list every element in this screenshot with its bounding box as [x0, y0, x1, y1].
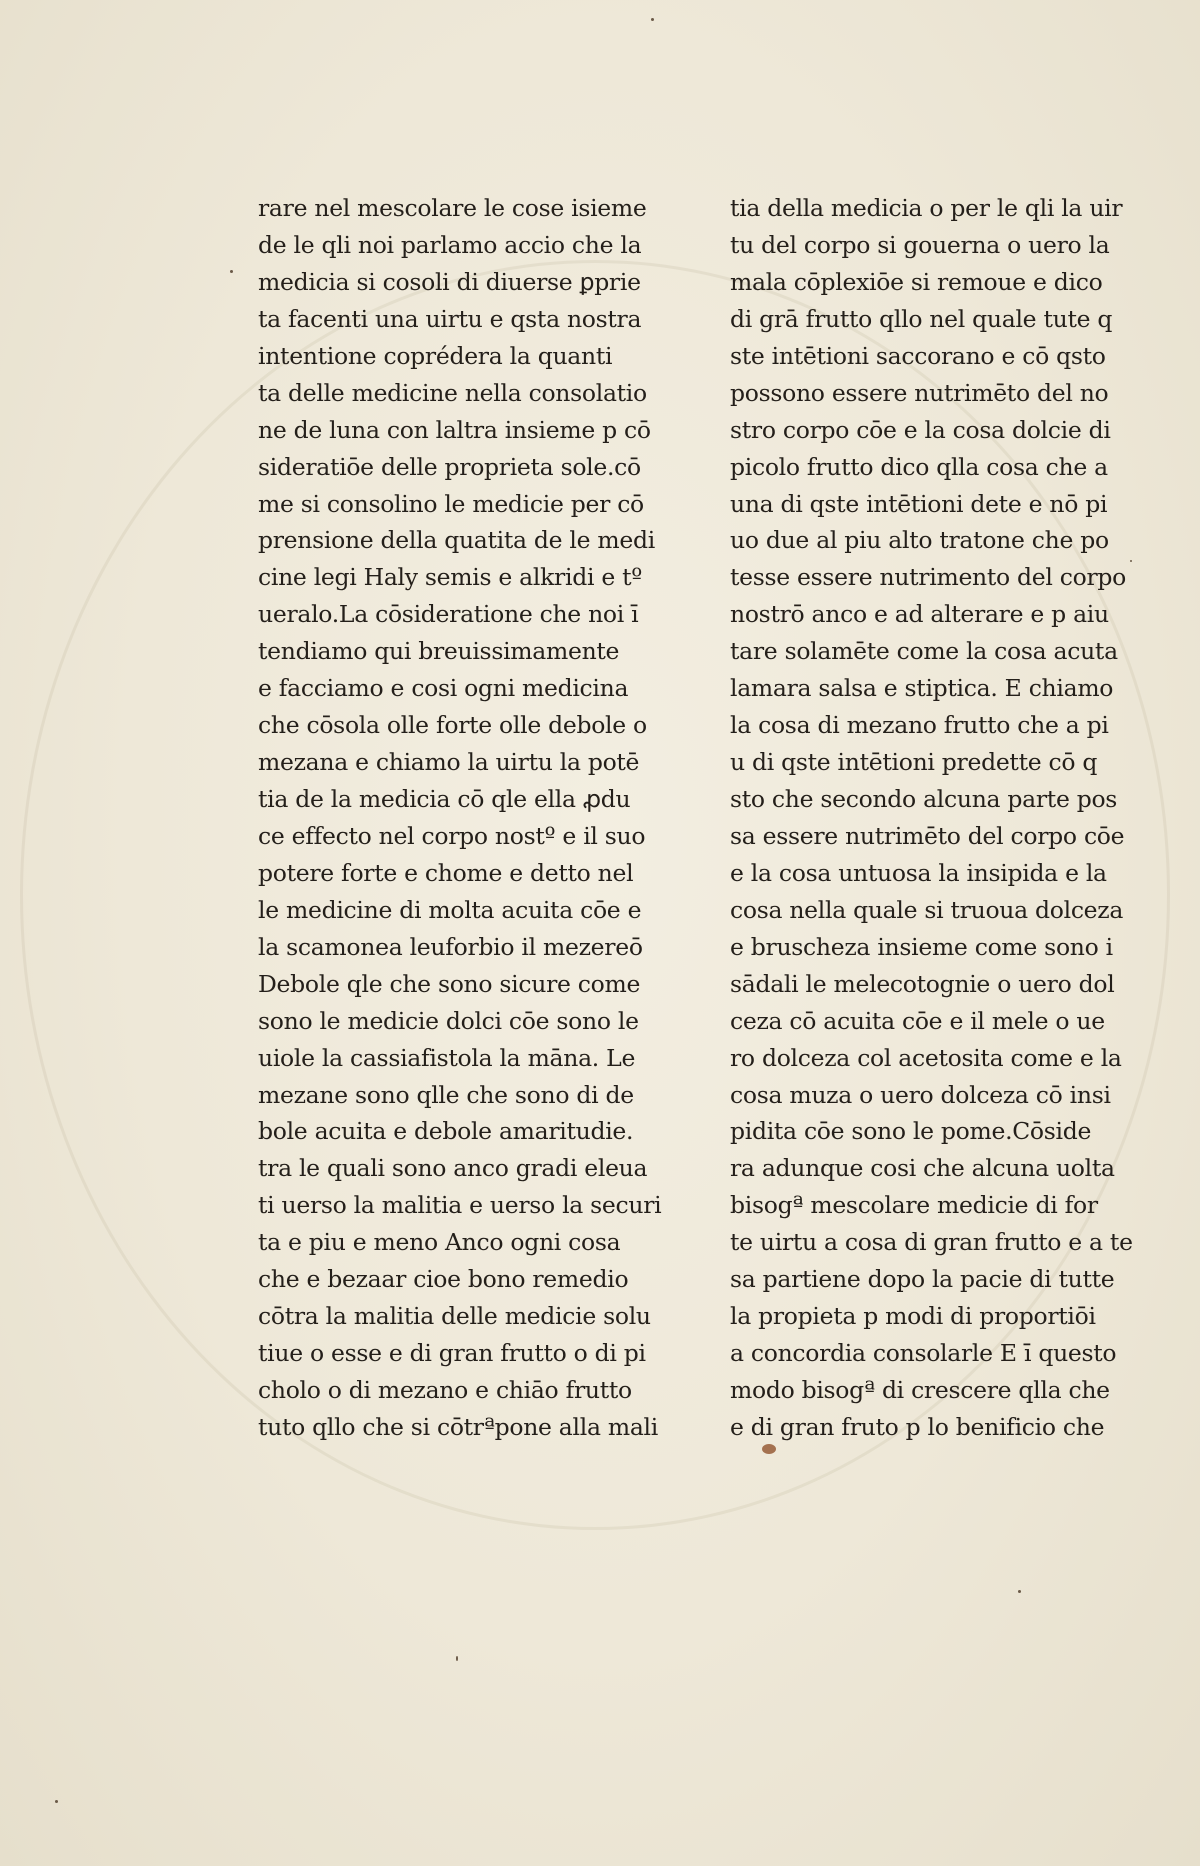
right-column-line: tare solamēte come la cosa acuta	[730, 637, 1118, 666]
left-column-line: tuto qllo che si cōtrªpone alla mali	[258, 1412, 658, 1441]
left-column-line: rare nel mescolare le cose isieme	[258, 194, 647, 222]
left-column-line: ne de luna con laltra insieme p cō	[258, 415, 651, 444]
left-column-line: ta e piu e meno Anco ogni cosa	[258, 1228, 621, 1257]
right-column-line: te uirtu a cosa di gran frutto e a te	[730, 1228, 1133, 1257]
right-column-line: una di qste intētioni dete e nō pi	[730, 489, 1108, 518]
right-column-line: ro dolceza col acetosita come e la	[730, 1043, 1122, 1072]
left-column-line: cholo o di mezano e chiāo frutto	[258, 1376, 632, 1404]
right-column-line: cosa muza o uero dolceza cō insi	[730, 1080, 1111, 1109]
left-column-line: ti uerso la malitia e uerso la securi	[258, 1191, 662, 1220]
right-column-line: bisogª mescolare medicie di for	[730, 1191, 1098, 1220]
left-column-line: che e bezaar cioe bono remedio	[258, 1265, 629, 1294]
left-column-line: mezana e chiamo la uirtu la potē	[258, 748, 640, 777]
right-column-line: cosa nella quale si truoua dolceza	[730, 895, 1124, 924]
left-column-line: potere forte e chome e detto nel	[258, 858, 634, 887]
right-column-line: e la cosa untuosa la insipida e la	[730, 858, 1107, 887]
right-column-line: ceza cō acuita cōe e il mele o ue	[730, 1006, 1105, 1035]
text-column-left	[258, 190, 662, 1446]
ink-stain	[762, 1444, 776, 1454]
left-column-line: cōtra la malitia delle medicie solu	[258, 1302, 651, 1331]
left-column-line: tra le quali sono anco gradi eleua	[258, 1154, 648, 1183]
left-column-line: tiue o esse e di gran frutto o di pi	[258, 1339, 646, 1368]
left-column-line: Debole qle che sono sicure come	[258, 969, 641, 998]
left-column-line: sideratiōe delle proprieta sole.cō	[258, 452, 641, 481]
right-column-line: ra adunque cosi che alcuna uolta	[730, 1154, 1115, 1183]
left-column-line: cine legi Haly semis e alkridi e tº	[258, 563, 642, 592]
right-column-line: tu del corpo si gouerna o uero la	[730, 230, 1110, 259]
paper-speck	[1018, 1590, 1021, 1593]
right-column-line: a concordia consolarle E ī questo	[730, 1339, 1117, 1368]
left-column-line: intentione coprédera la quanti	[258, 341, 613, 370]
text-column-right	[730, 190, 1133, 1446]
right-column-line: tesse essere nutrimento del corpo	[730, 563, 1127, 592]
left-column-line: che cōsola olle forte olle debole o	[258, 711, 647, 740]
left-column-line: me si consolino le medicie per cō	[258, 489, 644, 518]
right-column-line: possono essere nutrimēto del no	[730, 378, 1109, 407]
left-column-line: e facciamo e cosi ogni medicina	[258, 674, 629, 703]
right-column-line: lamara salsa e stiptica. E chiamo	[730, 674, 1114, 703]
left-column-line: uiole la cassiafistola la māna. Le	[258, 1043, 636, 1072]
left-column-line: mezane sono qlle che sono di de	[258, 1080, 634, 1109]
right-column-line: sto che secondo alcuna parte pos	[730, 785, 1118, 813]
right-column-line: sa partiene dopo la pacie di tutte	[730, 1265, 1115, 1294]
right-column-line: e di gran fruto p lo benificio che	[730, 1412, 1105, 1441]
left-column-line: bole acuita e debole amaritudie.	[258, 1117, 634, 1146]
right-column-line: sādali le melecotognie o uero dol	[730, 969, 1115, 998]
left-column-line: la scamonea leuforbio il mezereō	[258, 932, 643, 961]
paper-speck	[1130, 560, 1132, 562]
right-column-line: u di qste intētioni predette cō q	[730, 748, 1098, 777]
left-column-line: prensione della quatita de le medi	[258, 526, 655, 555]
paper-speck	[456, 1656, 458, 1661]
paper-speck	[230, 270, 233, 273]
paper-speck	[55, 1800, 58, 1803]
right-column-line: pidita cōe sono le pome.Cōside	[730, 1117, 1092, 1146]
right-column-line: di grā frutto qllo nel quale tute q	[730, 304, 1113, 333]
left-column-line: ta facenti una uirtu e qsta nostra	[258, 304, 642, 333]
left-column-line: ueralo.La cōsideratione che noi ī	[258, 600, 639, 629]
right-column-line: sa essere nutrimēto del corpo cōe	[730, 821, 1125, 850]
right-column-line: tia della medicia o per le qli la uir	[730, 194, 1123, 222]
right-column-line: la cosa di mezano frutto che a pi	[730, 711, 1109, 740]
left-column-line: sono le medicie dolci cōe sono le	[258, 1006, 639, 1035]
right-column-line: mala cōplexiōe si remoue e dico	[730, 267, 1103, 296]
right-column-line: stro corpo cōe e la cosa dolcie di	[730, 415, 1111, 444]
right-column-line: la propieta p modi di proportiōi	[730, 1302, 1096, 1331]
left-column-line: le medicine di molta acuita cōe e	[258, 895, 642, 924]
right-column-line: uo due al piu alto tratone che po	[730, 526, 1109, 555]
left-column-line: medicia si cosoli di diuerse ꝑprie	[258, 267, 641, 296]
right-column-line: nostrō anco e ad alterare e p aiu	[730, 600, 1109, 629]
right-column-line: e bruscheza insieme come sono i	[730, 932, 1113, 961]
left-column-line: de le qli noi parlamo accio che la	[258, 230, 642, 259]
left-column-line: ce effecto nel corpo nostº e il suo	[258, 821, 646, 850]
right-column-line: modo bisogª di crescere qlla che	[730, 1376, 1110, 1404]
right-column-line: picolo frutto dico qlla cosa che a	[730, 452, 1108, 481]
paper-speck	[651, 18, 654, 21]
right-column-line: ste intētioni saccorano e cō qsto	[730, 341, 1106, 370]
left-column-line: tendiamo qui breuissimamente	[258, 637, 620, 666]
left-column-line: ta delle medicine nella consolatio	[258, 378, 647, 407]
left-column-line: tia de la medicia cō qle ella ꝓdu	[258, 785, 631, 813]
